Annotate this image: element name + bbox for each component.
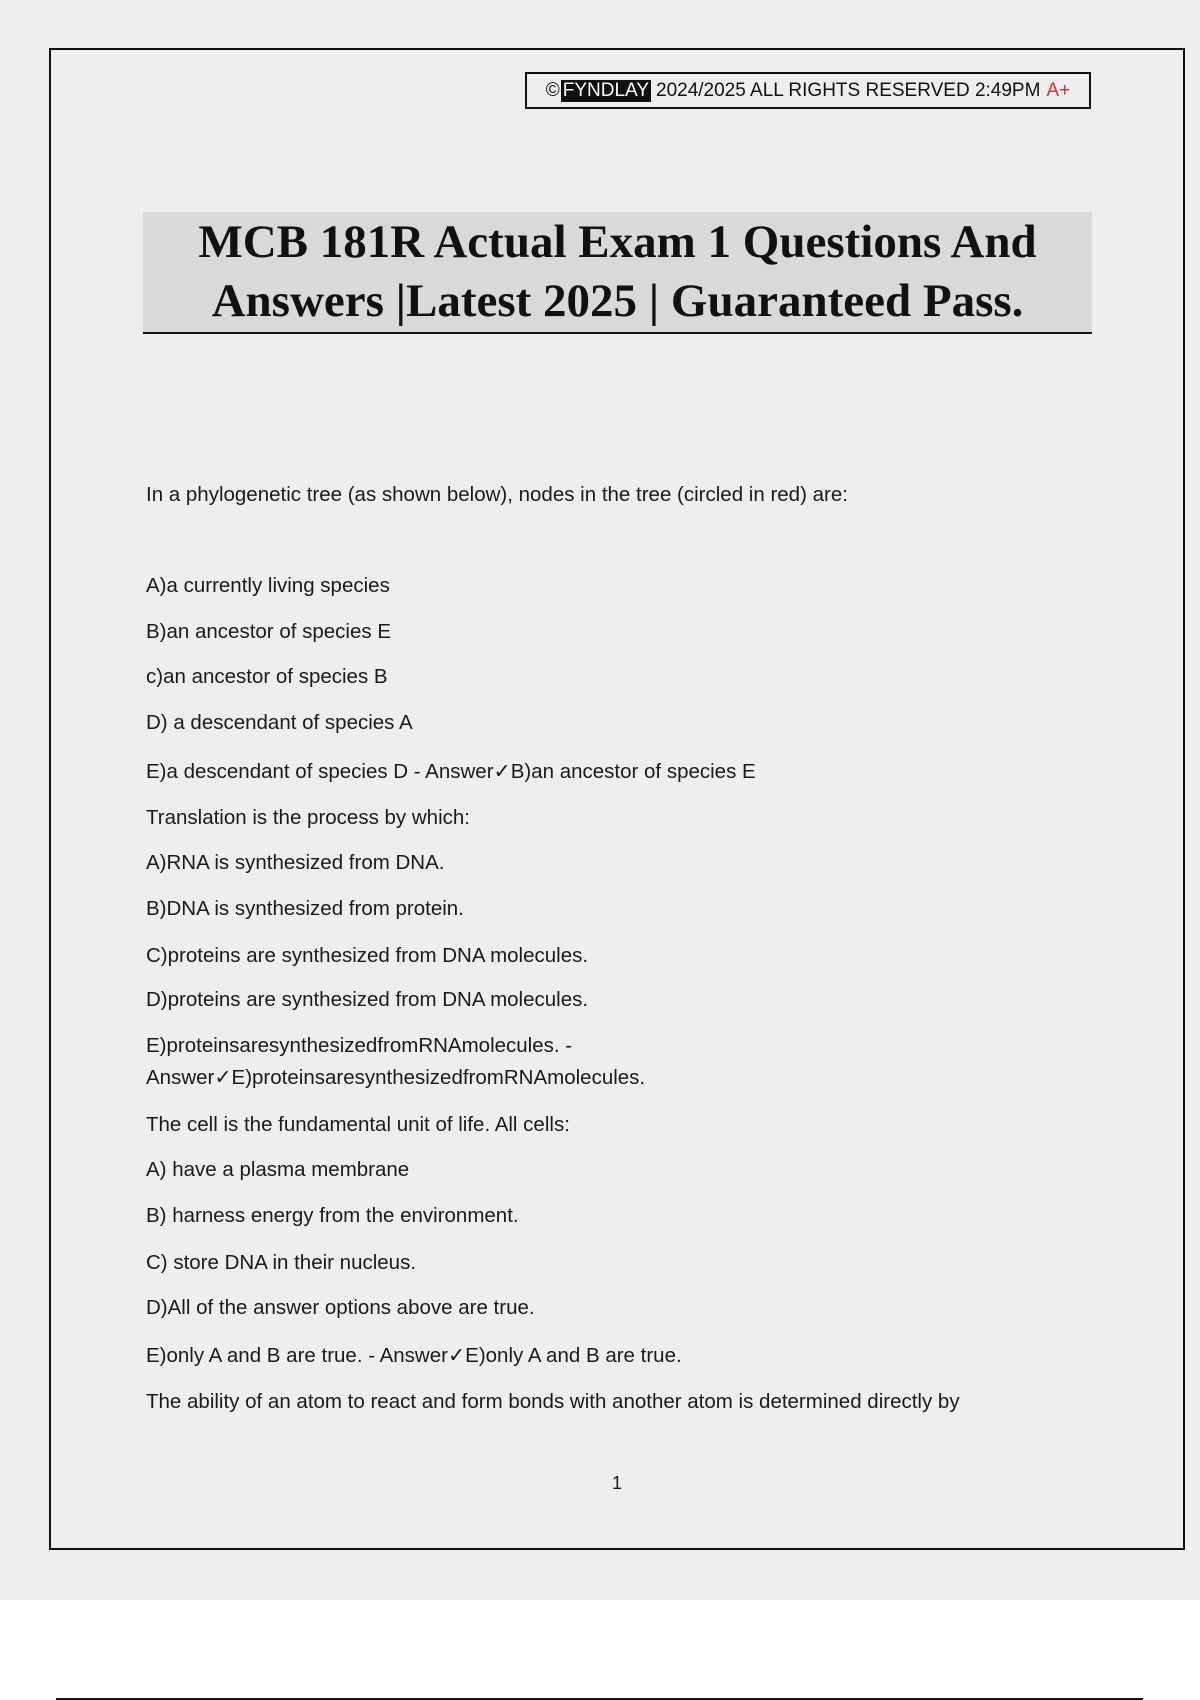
question-1-option-b: B)an ancestor of species E bbox=[146, 620, 391, 643]
question-1-stem: In a phylogenetic tree (as shown below), nodes in the tree (circled in red) are: bbox=[146, 483, 848, 506]
question-4-stem: The ability of an atom to react and form bonds with another atom is determined directly by bbox=[146, 1390, 960, 1413]
question-3-option-c: C) store DNA in their nucleus. bbox=[146, 1251, 417, 1274]
question-2-answer: Answer✓E)proteinsaresynthesizedfromRNAmolecules. bbox=[146, 1066, 646, 1089]
question-2-option-e: E)proteinsaresynthesizedfromRNAmolecules. - bbox=[146, 1034, 573, 1057]
brand-name: FYNDLAY bbox=[562, 79, 649, 101]
page-number: 1 bbox=[611, 1473, 622, 1493]
copyright-header bbox=[525, 72, 1091, 109]
copyright-text: 2024/2025 ALL RIGHTS RESERVED 2:49PM bbox=[656, 79, 1041, 101]
question-1-answer: E)a descendant of species D - Answer✓B)an ancestor of species E bbox=[146, 760, 756, 783]
copyright-symbol: © bbox=[545, 79, 560, 101]
question-2-stem: Translation is the process by which: bbox=[146, 806, 470, 829]
question-2-option-d: D)proteins are synthesized from DNA molecules. bbox=[146, 988, 589, 1011]
grade-badge: A+ bbox=[1046, 79, 1071, 101]
question-3-stem: The cell is the fundamental unit of life. All cells: bbox=[146, 1113, 570, 1136]
question-1-option-d: D) a descendant of species A bbox=[146, 711, 413, 734]
title-line-2: Answers |Latest 2025 | Guaranteed Pass. bbox=[211, 275, 1024, 327]
question-3-answer: E)only A and B are true. - Answer✓E)only A and B are true. bbox=[146, 1344, 682, 1367]
question-3-option-d: D)All of the answer options above are true. bbox=[146, 1296, 535, 1319]
question-3-option-a: A) have a plasma membrane bbox=[146, 1158, 410, 1181]
question-1-option-c: c)an ancestor of species B bbox=[146, 665, 388, 688]
title-line-1: MCB 181R Actual Exam 1 Questions And bbox=[198, 216, 1037, 268]
question-1-option-a: A)a currently living species bbox=[146, 574, 390, 597]
question-2-option-b: B)DNA is synthesized from protein. bbox=[146, 897, 464, 920]
question-2-option-c: C)proteins are synthesized from DNA molecules. bbox=[146, 944, 589, 967]
question-2-option-a: A)RNA is synthesized from DNA. bbox=[146, 851, 445, 874]
question-3-option-b: B) harness energy from the environment. bbox=[146, 1204, 519, 1227]
document-title bbox=[143, 212, 1092, 334]
